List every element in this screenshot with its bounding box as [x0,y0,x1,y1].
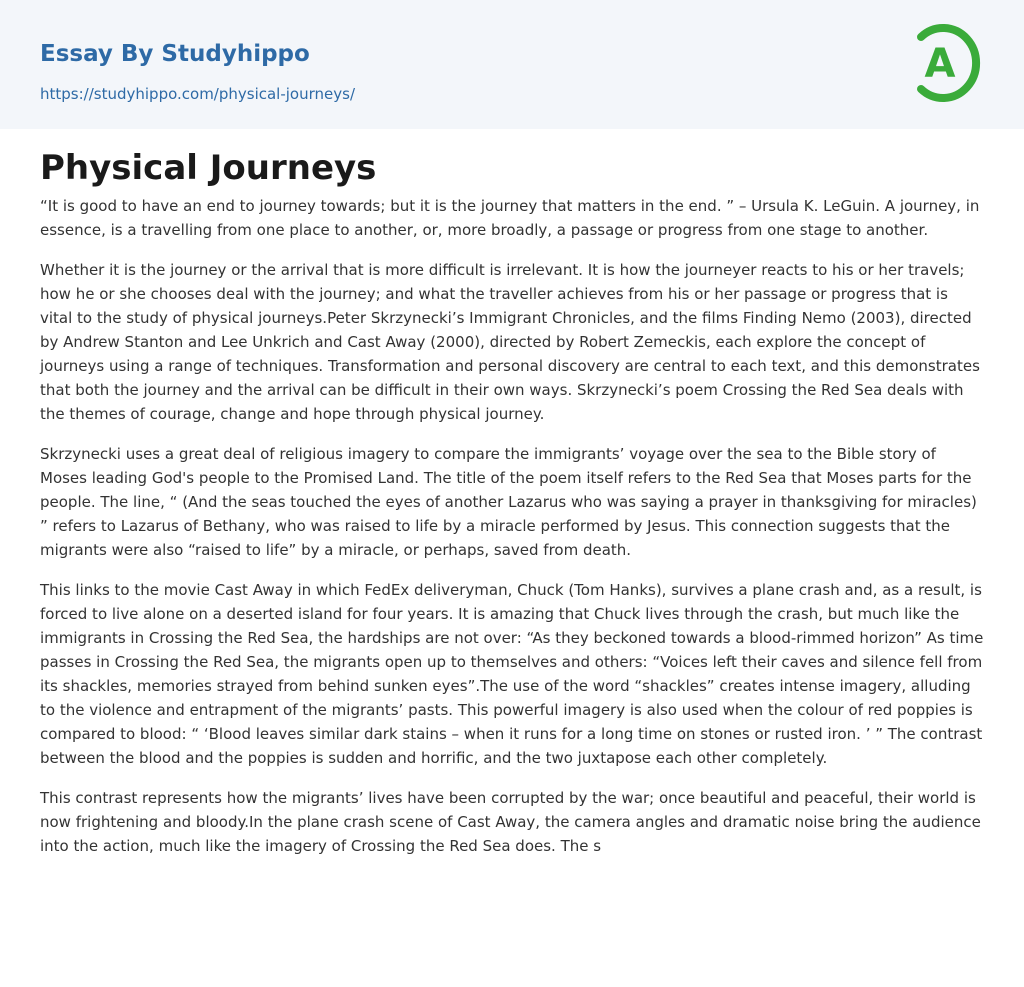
essay-paragraph: This links to the movie Cast Away in which FedEx deliveryman, Chuck (Tom Hanks), survives a plane crash and, as a result, is forced to live alone on a deserted island for four years. It is amazing that Chuck lives through the crash, but much like the immigrants in Crossing the Red Sea, the hardships are not over: “As they beckoned towards a blood-rimmed horizon” As time passes in Crossing the Red Sea, the migrants open up to themselves and others: “Voices left their caves and silence fell from its shackles, memories strayed from behind sunken eyes”.The use of the word “shackles” creates intense imagery, alluding to the violence and entrapment of the migrants’ pasts. This powerful imagery is also used when the colour of red poppies is compared to blood: “ ‘Blood leaves similar dark stains – when it runs for a long time on stones or rusted iron. ’ ” The contrast between the blood and the poppies is sudden and horrific, and the two juxtapose each other completely. [40,581,984,767]
essay-paragraph: “It is good to have an end to journey towards; but it is the journey that matters in the end. ” – Ursula K. LeGuin. A journey, in essence, is a travelling from one place to another, or, more broadly, a passage or progress from one stage to another. [40,197,980,239]
page-title: Physical Journeys [40,148,377,188]
essay-body [40,194,984,874]
essay-paragraph: This contrast represents how the migrants’ lives have been corrupted by the war; once beautiful and peaceful, their world is now frightening and bloody.In the plane crash scene of Cast Away, the camera angles and dramatic noise bring the audience into the action, much like the imagery of Crossing the Red Sea does. The s [40,789,981,855]
logo-ring-icon [912,20,986,106]
essay-paragraph: Skrzynecki uses a great deal of religious imagery to compare the immigrants’ voyage over the sea to the Bible story of Moses leading God's people to the Promised Land. The title of the poem itself refers to the Red Sea that Moses parts for the people. The line, “ (And the seas touched the eyes of another Lazarus who was saying a prayer in thanksgiving for miracles) ” refers to Lazarus of Bethany, who was raised to life by a miracle performed by Jesus. This connection suggests that the migrants were also “raised to life” by a miracle, or perhaps, saved from death. [40,445,977,559]
essay-paragraph: Whether it is the journey or the arrival that is more difficult is irrelevant. It is how the journeyer reacts to his or her travels; how he or she chooses deal with the journey; and what the traveller achieves from his or her passage or progress that is vital to the study of physical journeys.Peter Skrzynecki’s Immigrant Chronicles, and the films Finding Nemo (2003), directed by Andrew Stanton and Lee Unkrich and Cast Away (2000), directed by Robert Zemeckis, each explore the concept of journeys using a range of techniques. Transformation and personal discovery are central to each text, and this demonstrates that both the journey and the arrival can be difficult in their own ways. Skrzynecki’s poem Crossing the Red Sea deals with the themes of courage, change and hope through physical journey. [40,261,980,423]
site-title[interactable]: Essay By Studyhippo [40,41,310,67]
logo-letter: A [924,41,956,87]
site-header [0,0,1024,129]
essay-url-link[interactable]: https://studyhippo.com/physical-journeys/ [40,85,355,103]
studyhippo-logo[interactable] [912,20,986,106]
